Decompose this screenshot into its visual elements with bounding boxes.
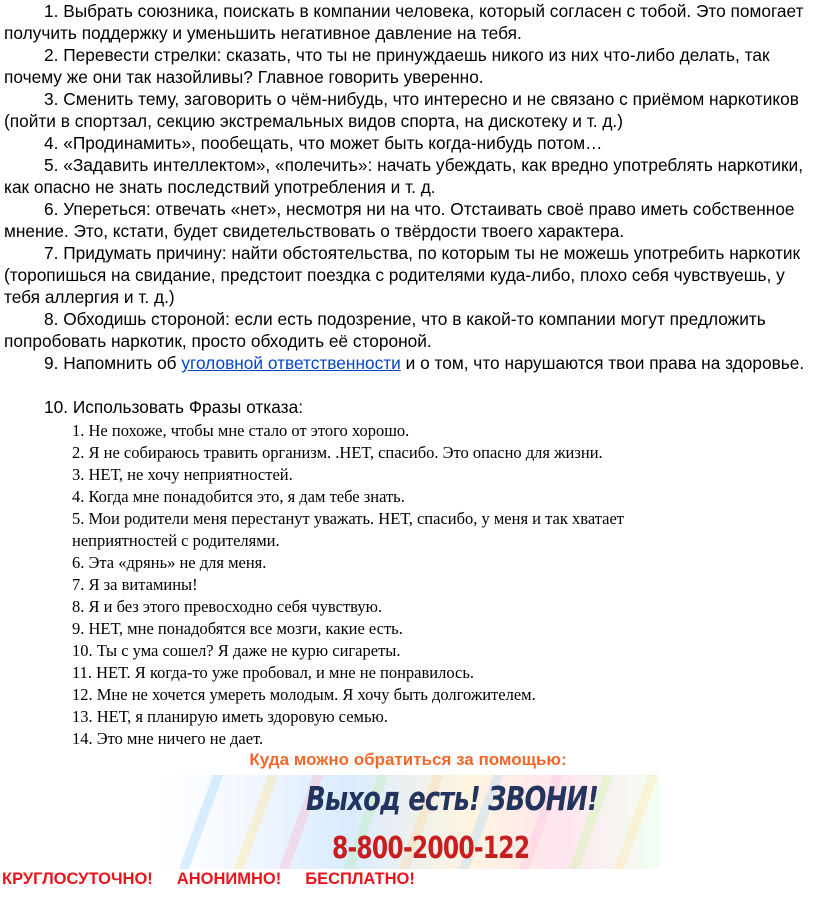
list-item: 4. Когда мне понадобится это, я дам тебе знать. — [72, 487, 405, 506]
paragraph-9-text-end: и о том, что нарушаются твои права на здоровье. — [400, 353, 805, 373]
list-item: 13. НЕТ, я планирую иметь здоровую семью. — [72, 707, 388, 726]
help-heading: Куда можно обратиться за помощью: — [249, 750, 567, 769]
refusal-phrases-list — [72, 420, 772, 750]
footer-free: БЕСПЛАТНО! — [305, 870, 415, 888]
footer-anonymous: АНОНИМНО! — [176, 870, 282, 888]
criminal-liability-link[interactable]: уголовной ответственности — [181, 353, 401, 373]
paragraph-8: 8. Обходишь стороной: если есть подозрение, что в какой-то компании могут предложить попробовать наркотик, просто обходить её стороной. — [4, 309, 766, 351]
paragraph-2: 2. Перевести стрелки: сказать, что ты не принуждаешь никого из них что-либо делать, так почему же они так назойливы? Главное говорить уверенно. — [4, 45, 770, 87]
list-item: 5. Мои родители меня перестанут уважать. НЕТ, спасибо, у меня и так хватает — [72, 509, 624, 528]
footer-round-the-clock: КРУГЛОСУТОЧНО! — [2, 870, 153, 888]
list-item: 9. НЕТ, мне понадобятся все мозги, какие есть. — [72, 619, 403, 638]
paragraph-9 — [4, 352, 814, 374]
list-item: 10. Ты с ума сошел? Я даже не курю сигареты. — [72, 641, 401, 660]
list-item: 1. Не похоже, чтобы мне стало от этого хорошо. — [72, 421, 410, 440]
paragraph-5: 5. «Задавить интеллектом», «полечить»: начать убеждать, как вредно употреблять наркотики, как опасно не знать последствий употребления и т. д. — [4, 155, 803, 197]
paragraph-10: 10. Использовать Фразы отказа: — [44, 397, 303, 417]
paragraph-4: 4. «Продинамить», пообещать, что может быть когда-нибудь потом… — [44, 133, 603, 153]
footer-slogans — [2, 870, 439, 889]
list-item: неприятностей с родителями. — [72, 531, 280, 550]
paragraph-9-text: 9. Напомнить об — [44, 353, 182, 373]
paragraph-1: 1. Выбрать союзника, поискать в компании человека, который согласен с тобой. Это помогает получить поддержку и уменьшить негативное давление на тебя. — [4, 1, 804, 43]
banner-slogan: Выход есть! ЗВОНИ! — [306, 779, 599, 818]
paragraph-3: 3. Сменить тему, заговорить о чём-нибудь, что интересно и не связано с приёмом наркотиков (пойти в спортзал, секцию экстремальных видов спорта, на дискотеку и т. д.) — [4, 89, 799, 131]
list-item: 8. Я и без этого превосходно себя чувствую. — [72, 597, 383, 616]
paragraph-7: 7. Придумать причину: найти обстоятельства, по которым ты не можешь употребить наркотик (торопишься на свидание, предстоит поездка с родителями куда-либо, плохо себя чувствуешь, у тебя аллергия и т. д.) — [4, 243, 801, 307]
list-item: 14. Это мне ничего не дает. — [72, 729, 264, 748]
list-item: 11. НЕТ. Я когда-то уже пробовал, и мне не понравилось. — [72, 663, 474, 682]
list-item: 6. Эта «дрянь» не для меня. — [72, 553, 267, 572]
list-item: 2. Я не собираюсь травить организм. .НЕТ, спасибо. Это опасно для жизни. — [72, 443, 603, 462]
list-item: 3. НЕТ, не хочу неприятностей. — [72, 465, 293, 484]
helpline-phone-number: 8-800-2000-122 — [332, 831, 530, 866]
list-item: 7. Я за витамины! — [72, 575, 198, 594]
paragraph-6: 6. Упереться: отвечать «нет», несмотря ни на что. Отстаивать своё право иметь собственное мнение. Это, кстати, будет свидетельствовать о твёрдости твоего характера. — [4, 199, 795, 241]
helpline-banner — [156, 775, 660, 869]
list-item: 12. Мне не хочется умереть молодым. Я хочу быть долгожителем. — [72, 685, 536, 704]
